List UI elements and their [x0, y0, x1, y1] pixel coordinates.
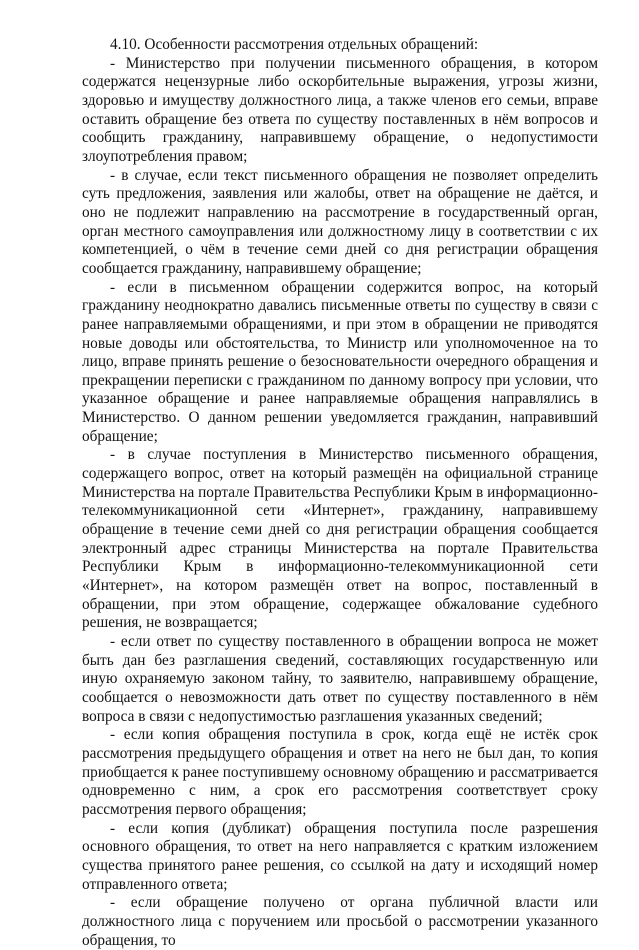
section-heading: 4.10. Особенности рассмотрения отдельных обращений: [110, 36, 479, 53]
paragraph-from-public-authority: - если обращение получено от органа публичной власти или должностного лица с поручением или просьбой о рассмотрении указанного обращения, то [82, 894, 598, 949]
paragraph-published-answer: - в случае поступления в Министерство письменного обращения, содержащего вопрос, ответ на который размещён на официальной странице Министерства на портале Правительства Республики Крым в информационно-телекоммуникационной сети «Интернет», гражданину, направившему обращение в течение семи дней со дня регистрации обращения сообщается электронный адрес страницы Министерства на портале Правительства Республики Крым в информационно-телекоммуникационной сети «Интернет», на котором размещён ответ на вопрос, поставленный в обращении, при этом обращение, содержащее обжалование судебного решения, не возвращается; [82, 446, 598, 632]
paragraph-repeated-questions: - если в письменном обращении содержится вопрос, на который гражданину неоднократно давались письменные ответы по существу в связи с ранее направляемыми обращениями, и при этом в обращении не приводятся новые доводы или обстоятельства, то Министр или уполномоченное на то лицо, вправе принять решение о безосновательности очередного обращения и прекращении переписки с гражданином по данному вопросу при условии, что указанное обращение и ранее направляемые обращения направлялись в Министерство. О данном решении уведомляется гражданин, направивший обращение; [82, 278, 598, 445]
paragraph-classified-info: - если ответ по существу поставленного в обращении вопроса не может быть дан без разглашения сведений, составляющих государственную или иную охраняемую законом тайну, то заявителю, направившему обращение, сообщается о невозможности дать ответ по существу поставленного в нём вопроса в связи с недопустимостью разглашения указанных сведений; [82, 633, 598, 725]
paragraph-copy-before-deadline: - если копия обращения поступила в срок, когда ещё не истёк срок рассмотрения предыдущего обращения и ответ на него не был дан, то копия приобщается к ранее поступившему основному обращению и рассматривается одновременно с ним, а срок его рассмотрения соответствует сроку рассмотрения первого обращения; [82, 726, 598, 818]
paragraph-offensive-language: - Министерство при получении письменного обращения, в котором содержатся нецензурные либо оскорбительные выражения, угрозы жизни, здоровью и имуществу должностного лица, а также членов его семьи, вправе оставить обращение без ответа по существу поставленных в нём вопросов и сообщить гражданину, направившему обращение, о недопустимости злоупотребления правом; [82, 54, 598, 165]
document-page [82, 36, 598, 950]
paragraph-duplicate-after-resolution: - если копия (дубликат) обращения поступила после разрешения основного обращения, то ответ на него направляется с кратким изложением существа принятого ранее решения, со ссылкой на дату и исходящий номер отправленного ответа; [82, 819, 598, 893]
paragraph-unreadable-text: - в случае, если текст письменного обращения не позволяет определить суть предложения, заявления или жалобы, ответ на обращение не даётся, и оно не подлежит направлению на рассмотрение в государственный орган, орган местного самоуправления или должностному лицу в соответствии с их компетенцией, о чём в течение семи дней со дня регистрации обращения сообщается гражданину, направившему обращение; [82, 166, 598, 277]
